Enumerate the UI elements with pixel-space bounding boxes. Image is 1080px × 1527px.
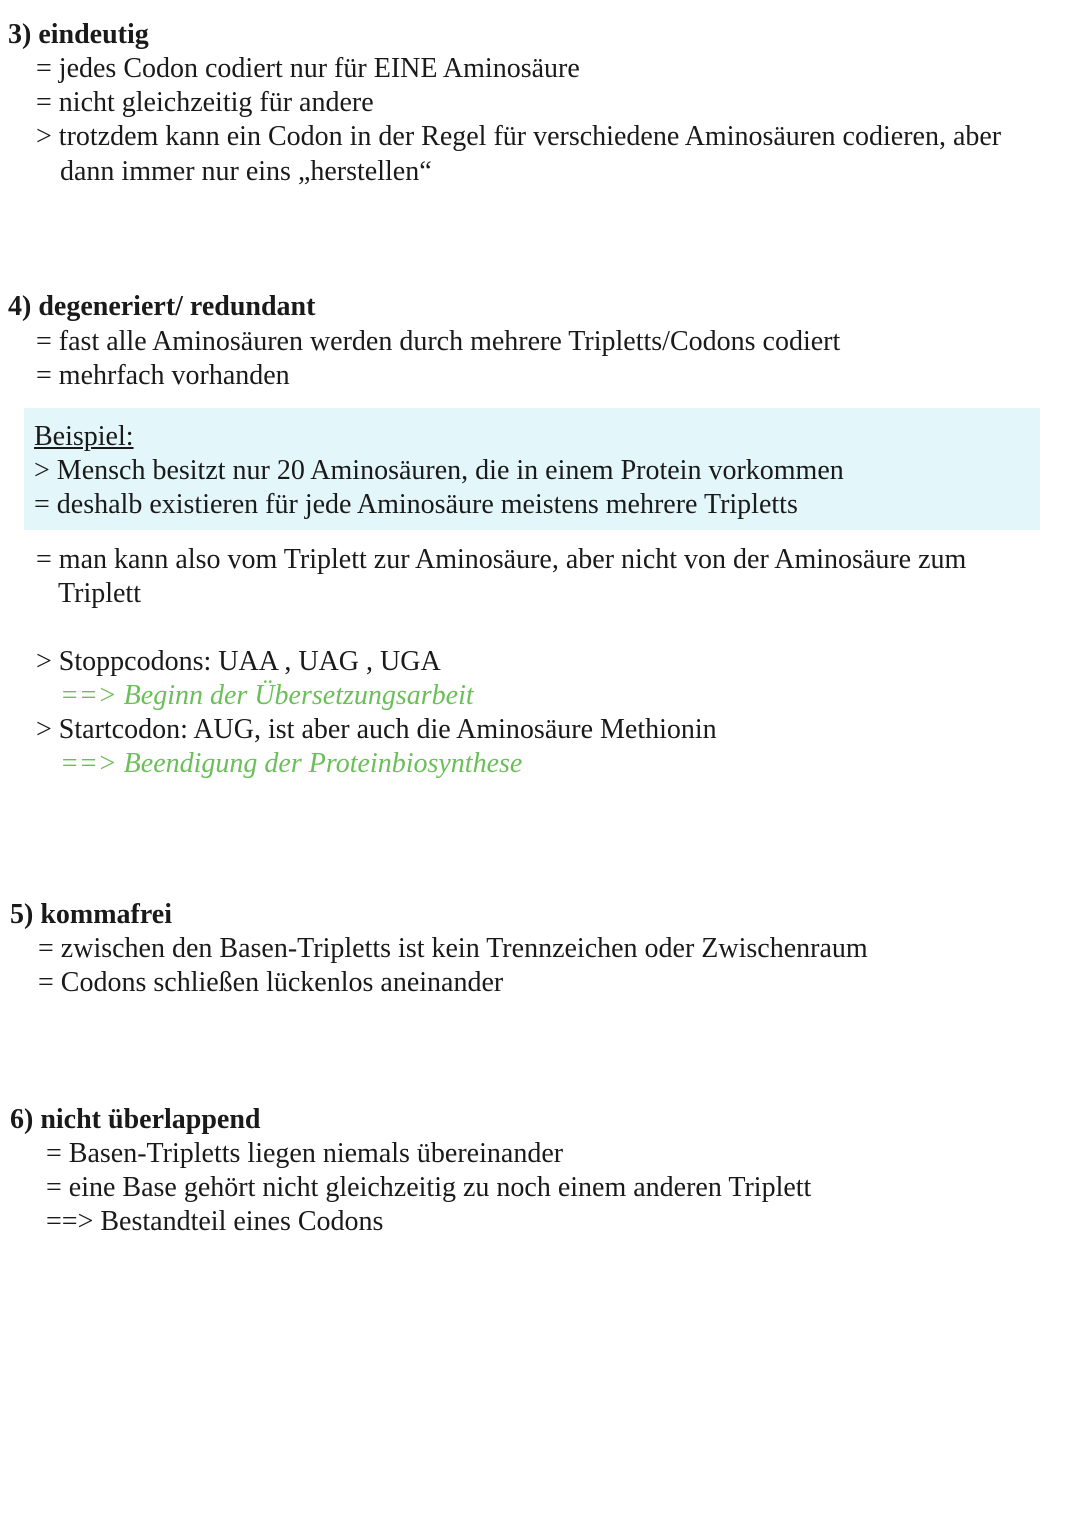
section-heading: 6) nicht überlappend xyxy=(10,1104,261,1135)
section-line: = nicht gleichzeitig für andere xyxy=(36,87,374,118)
section-heading: 3) eindeutig xyxy=(8,19,149,50)
codon-note: ==> Beendigung der Proteinbiosynthese xyxy=(60,748,523,779)
example-box xyxy=(24,408,1040,530)
codon-line: > Startcodon: AUG, ist aber auch die Aminosäure Methionin xyxy=(36,714,717,745)
codon-line: > Stoppcodons: UAA , UAG , UGA xyxy=(36,646,441,677)
codon-note: ==> Beginn der Übersetzungsarbeit xyxy=(60,680,474,711)
section-line: = jedes Codon codiert nur für EINE Aminosäure xyxy=(36,53,580,84)
section-line: ==> Bestandteil eines Codons xyxy=(46,1206,384,1237)
example-label: Beispiel: xyxy=(34,421,134,452)
section-line: = man kann also vom Triplett zur Aminosäure, aber nicht von der Aminosäure zum xyxy=(36,544,967,575)
example-line: = deshalb existieren für jede Aminosäure meistens mehrere Tripletts xyxy=(34,489,798,520)
section-line: = mehrfach vorhanden xyxy=(36,360,290,391)
section-line: = Basen-Tripletts liegen niemals übereinander xyxy=(46,1138,564,1169)
section-line: = eine Base gehört nicht gleichzeitig zu noch einem anderen Triplett xyxy=(46,1172,812,1203)
section-line: Triplett xyxy=(58,578,141,609)
section-heading: 5) kommafrei xyxy=(10,899,172,930)
section-line: = zwischen den Basen-Tripletts ist kein Trennzeichen oder Zwischenraum xyxy=(38,933,868,964)
section-heading: 4) degeneriert/ redundant xyxy=(8,291,316,322)
section-line: = fast alle Aminosäuren werden durch mehrere Tripletts/Codons codiert xyxy=(36,326,841,357)
section-line: dann immer nur eins „herstellen“ xyxy=(60,156,432,187)
section-line: = Codons schließen lückenlos aneinander xyxy=(38,967,504,998)
example-line: > Mensch besitzt nur 20 Aminosäuren, die in einem Protein vorkommen xyxy=(34,455,844,486)
section-line: > trotzdem kann ein Codon in der Regel für verschiedene Aminosäuren codieren, aber xyxy=(36,121,1002,152)
